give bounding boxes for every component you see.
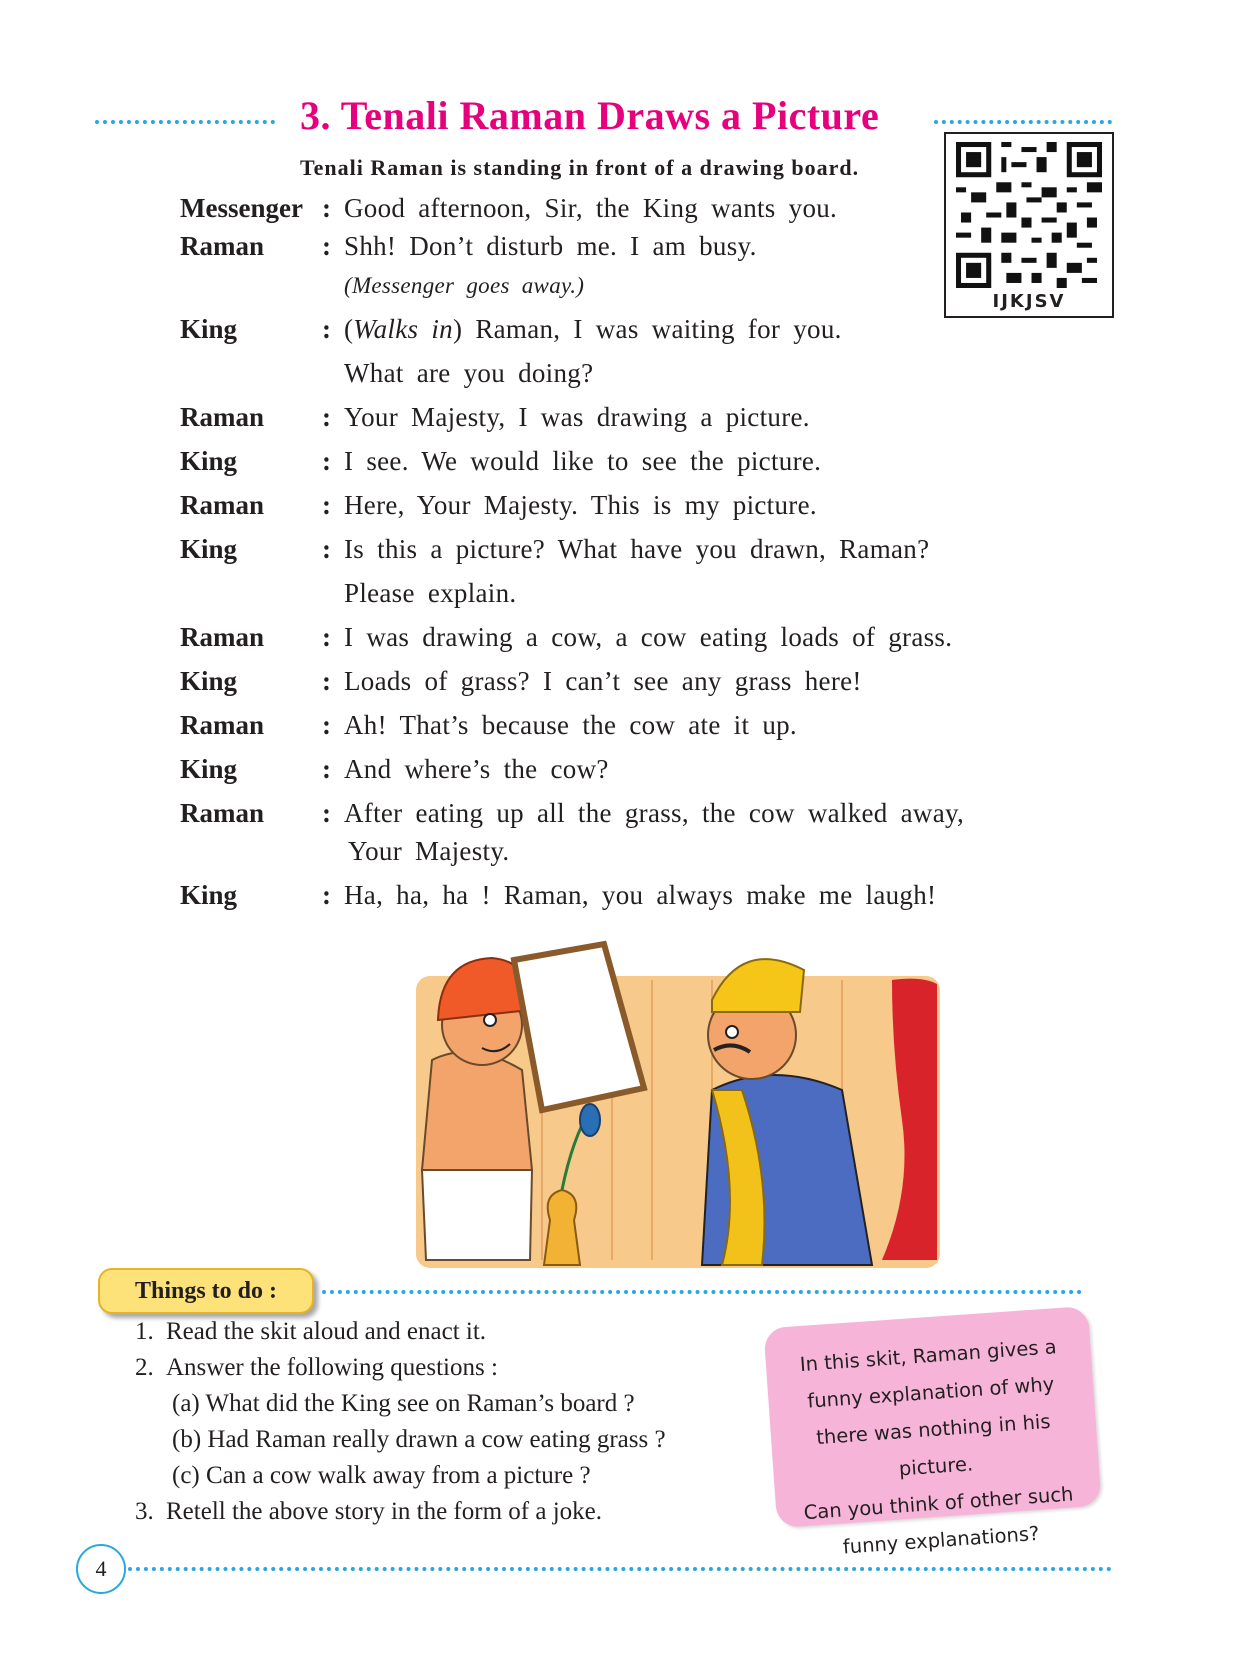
speaker-name: King [180,446,238,476]
dialogue-line: After eating up all the grass, the cow walked away, [344,798,965,828]
note-line: funny explanation of why [806,1372,1055,1413]
note-line: In this skit, Raman gives a [799,1335,1058,1377]
stage-direction-inline: (Messenger goes away.) [344,273,585,298]
speaker-name: Raman [180,490,265,520]
speaker-name: King [180,314,238,344]
stage-direction-inline: Walks in [353,314,453,344]
speaker-name: King [180,880,238,910]
stage-direction: Tenali Raman is standing in front of a drawing board. [300,155,860,180]
note-line: there was nothing in his picture. [815,1409,1052,1481]
speaker-name: Raman [180,231,265,261]
raman-torso [422,1052,532,1170]
speaker-name: King [180,666,238,696]
speaker-name: Raman [180,622,265,652]
note-line: Can you think of other such [802,1482,1075,1525]
title-dotted-rule-right [934,120,1112,124]
list-item: (c) Can a cow walk away from a picture ? [172,1462,591,1489]
dialogue-line: Shh! Don’t disturb me. I am busy. [344,231,757,261]
dialogue-line: Raman, I was waiting for you. [475,314,842,344]
qr-code-label: IJKJSV [992,291,1066,312]
dialogue-line: Please explain. [344,578,517,608]
raman-and-king-illustration [412,940,944,1270]
page-title: 3. Tenali Raman Draws a Picture [300,93,880,138]
dialogue-line: I see. We would like to see the picture. [344,446,822,476]
things-to-do-heading: Things to do : [98,1268,314,1314]
dialogue-line: Your Majesty, I was drawing a picture. [344,402,810,432]
dialogue-line: Here, Your Majesty. This is my picture. [344,490,817,520]
list-item: 3. Retell the above story in the form of a joke. [135,1498,602,1525]
title-dotted-rule-left [95,120,275,124]
dialogue-line: Ha, ha, ha ! Raman, you always make me laugh! [344,880,937,910]
dialogue-line: Ah! That’s because the cow ate it up. [344,710,797,740]
dialogue-line: Is this a picture? What have you drawn, Raman? [344,534,930,564]
dialogue-line: Loads of grass? I can’t see any grass here! [344,666,862,696]
speaker-name: Messenger [180,193,303,223]
speaker-name: Raman [180,402,265,432]
speaker-name: Raman [180,798,265,828]
page-number: 4 [76,1544,126,1594]
crown [712,959,804,1012]
dialogue-line: Your Majesty. [348,836,510,866]
dialogue-line: What are you doing? [344,358,594,388]
raman-eye [484,1014,496,1026]
king-eye [726,1026,738,1038]
things-dotted-rule [322,1290,1082,1294]
qr-pattern-icon [956,142,1102,288]
list-item: 1. Read the skit aloud and enact it. [135,1318,487,1345]
speaker-name: Raman [180,710,265,740]
footer-dotted-rule [128,1567,1112,1571]
discussion-note [763,1306,1101,1559]
dhoti [422,1170,532,1260]
speaker-name: King [180,534,238,564]
list-item: 2. Answer the following questions : [135,1354,498,1381]
dialogue-line: I was drawing a cow, a cow eating loads of grass. [344,622,953,652]
list-item: (b) Had Raman really drawn a cow eating grass ? [172,1426,666,1453]
dialogue-line: Good afternoon, Sir, the King wants you. [344,193,838,223]
note-line: funny explanations? [842,1521,1041,1559]
dialogue-line: And where’s the cow? [344,754,609,784]
list-item: (a) What did the King see on Raman’s board ? [172,1390,635,1417]
speaker-name: King [180,754,238,784]
qr-code[interactable] [944,132,1114,318]
